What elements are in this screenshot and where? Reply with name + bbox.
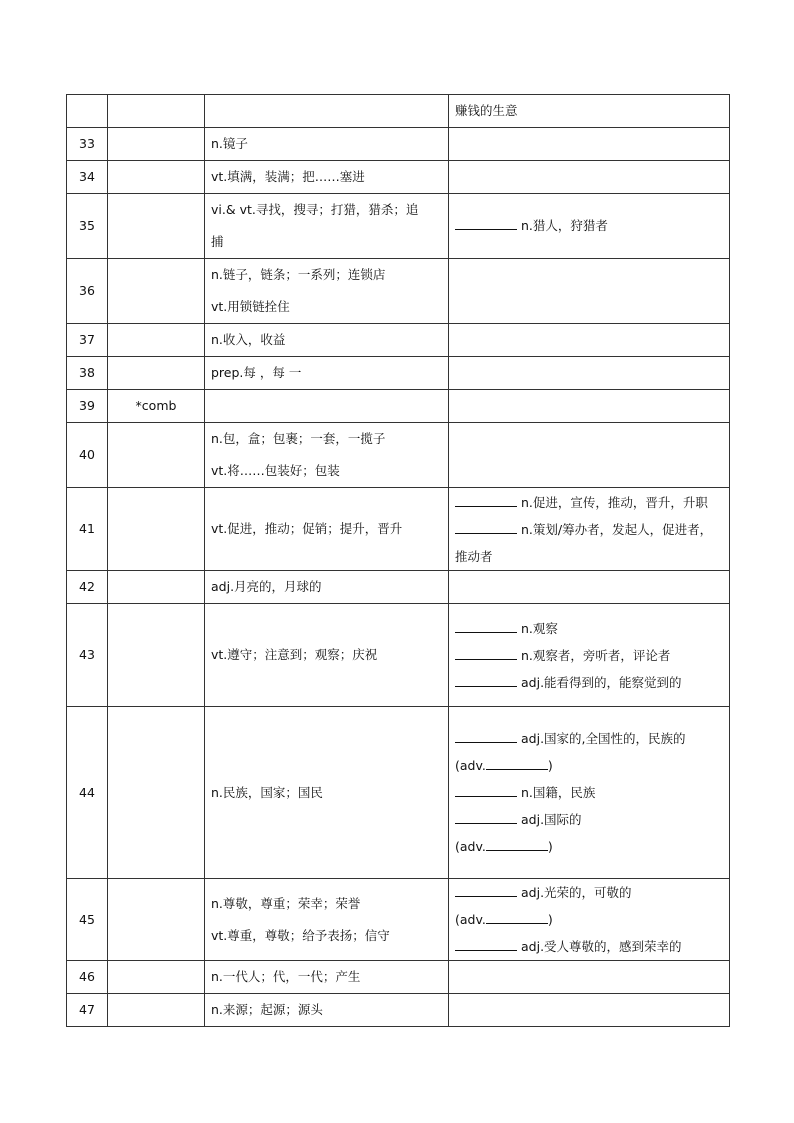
- fill-in-blank[interactable]: [455, 795, 517, 797]
- derived-line: [455, 489, 723, 516]
- derived-cell: [449, 488, 730, 571]
- word-cell: [108, 879, 205, 961]
- fill-in-blank[interactable]: [455, 228, 517, 230]
- derived-cell: [449, 194, 730, 259]
- derived-cell: [449, 423, 730, 488]
- table-row: [67, 95, 730, 128]
- table-row: [67, 604, 730, 707]
- table-row: [67, 571, 730, 604]
- vocabulary-table-body: [67, 95, 730, 1027]
- meaning-line: prep.每 ，每 一: [211, 365, 302, 380]
- meaning-line: vt.填满，装满；把……塞进: [211, 169, 365, 184]
- word-cell: *comb: [108, 390, 205, 423]
- table-row: [67, 707, 730, 879]
- meaning-line: vi.& vt.寻找，搜寻；打猎，猎杀；追: [211, 202, 419, 217]
- meaning-cell: [205, 994, 449, 1027]
- table-row: [67, 390, 730, 423]
- derived-cell: [449, 961, 730, 994]
- row-number: 37: [67, 324, 108, 357]
- fill-in-blank[interactable]: [455, 658, 517, 660]
- meaning-line: n.一代人；代，一代；产生: [211, 969, 361, 984]
- word-cell: [108, 707, 205, 879]
- row-number: 44: [67, 707, 108, 879]
- meaning-line: vt.将……包装好；包装: [211, 463, 340, 478]
- meaning-cell: [205, 604, 449, 707]
- derived-cell: [449, 95, 730, 128]
- meaning-cell: [205, 194, 449, 259]
- meaning-cell: [205, 488, 449, 571]
- meaning-cell: [205, 259, 449, 324]
- derived-cell: [449, 994, 730, 1027]
- meaning-line: 捕: [211, 234, 224, 249]
- derived-text: adj.受人尊敬的，感到荣幸的: [521, 939, 682, 954]
- word-cell: [108, 259, 205, 324]
- derived-line: [455, 210, 723, 242]
- row-number: 39: [67, 390, 108, 423]
- meaning-cell: [205, 128, 449, 161]
- meaning-line: n.镜子: [211, 136, 248, 151]
- table-row: [67, 357, 730, 390]
- derived-cell: [449, 357, 730, 390]
- word-cell: [108, 994, 205, 1027]
- derived-text: n.策划/筹办者，发起人，促进者，: [521, 521, 713, 537]
- row-number: 41: [67, 488, 108, 571]
- closing-paren: ): [547, 839, 553, 854]
- row-number: 47: [67, 994, 108, 1027]
- derived-cell: [449, 259, 730, 324]
- word-cell: [108, 357, 205, 390]
- meaning-line: adj.月亮的，月球的: [211, 579, 322, 594]
- closing-paren: ): [547, 758, 553, 773]
- word-cell: [108, 194, 205, 259]
- derived-text: (adv.: [455, 839, 486, 854]
- meaning-line: n.民族，国家；国民: [211, 784, 323, 800]
- fill-in-blank[interactable]: [455, 741, 517, 743]
- derived-text: 推动者: [455, 548, 493, 564]
- word-cell: [108, 95, 205, 128]
- row-number: 35: [67, 194, 108, 259]
- word-cell: [108, 423, 205, 488]
- fill-in-blank[interactable]: [486, 768, 548, 770]
- derived-cell: [449, 324, 730, 357]
- meaning-cell: [205, 357, 449, 390]
- table-row: [67, 128, 730, 161]
- row-number: 33: [67, 128, 108, 161]
- table-row: [67, 961, 730, 994]
- derived-line: [455, 516, 723, 543]
- meaning-cell: [205, 879, 449, 961]
- vocabulary-table: [66, 94, 730, 1027]
- derived-cell: [449, 161, 730, 194]
- derived-line: [455, 806, 723, 833]
- row-number: 45: [67, 879, 108, 961]
- derived-cell: [449, 571, 730, 604]
- word-cell: [108, 128, 205, 161]
- derived-line: [455, 725, 723, 752]
- derived-line: [455, 543, 723, 570]
- table-row: [67, 488, 730, 571]
- meaning-cell: [205, 571, 449, 604]
- derived-line: [455, 642, 723, 669]
- row-number: [67, 95, 108, 128]
- derived-text: 赚钱的生意: [455, 103, 518, 118]
- row-number: 40: [67, 423, 108, 488]
- derived-text: n.促进，宣传，推动，晋升，升职: [521, 494, 708, 510]
- derived-text: adj.能看得到的，能察觉到的: [521, 674, 682, 690]
- derived-line: [455, 879, 723, 906]
- derived-line: [455, 95, 723, 127]
- meaning-cell: [205, 324, 449, 357]
- fill-in-blank[interactable]: [455, 631, 517, 633]
- meaning-line: n.尊敬，尊重；荣幸；荣誉: [211, 895, 361, 911]
- table-row: [67, 994, 730, 1027]
- meaning-line: n.收入，收益: [211, 332, 286, 347]
- derived-text: n.国籍，民族: [521, 785, 596, 800]
- fill-in-blank[interactable]: [455, 949, 517, 951]
- meaning-cell: [205, 161, 449, 194]
- word-cell: [108, 571, 205, 604]
- derived-line: [455, 833, 723, 860]
- table-row: [67, 879, 730, 961]
- fill-in-blank[interactable]: [455, 822, 517, 824]
- word-cell: [108, 604, 205, 707]
- table-row: [67, 194, 730, 259]
- derived-cell: [449, 128, 730, 161]
- fill-in-blank[interactable]: [455, 685, 517, 687]
- meaning-cell: [205, 390, 449, 423]
- table-row: [67, 324, 730, 357]
- row-number: 43: [67, 604, 108, 707]
- row-number: 46: [67, 961, 108, 994]
- word-cell: [108, 961, 205, 994]
- closing-paren: ): [547, 912, 553, 927]
- derived-cell: [449, 604, 730, 707]
- derived-text: (adv.: [455, 758, 486, 773]
- meaning-cell: [205, 95, 449, 128]
- fill-in-blank[interactable]: [455, 505, 517, 507]
- fill-in-blank[interactable]: [455, 532, 517, 534]
- derived-text: adj.国家的,全国性的，民族的: [521, 731, 686, 746]
- table-row: [67, 259, 730, 324]
- word-cell: [108, 488, 205, 571]
- derived-text: adj.国际的: [521, 812, 582, 827]
- derived-line: [455, 615, 723, 642]
- meaning-line: n.来源；起源；源头: [211, 1002, 323, 1017]
- derived-cell: [449, 390, 730, 423]
- meaning-line: vt.遵守；注意到；观察；庆祝: [211, 647, 378, 662]
- derived-line: [455, 933, 723, 960]
- derived-cell: [449, 707, 730, 879]
- word-cell: [108, 161, 205, 194]
- word-cell: [108, 324, 205, 357]
- meaning-cell: [205, 707, 449, 879]
- row-number: 34: [67, 161, 108, 194]
- derived-text: n.猎人，狩猎者: [521, 218, 608, 233]
- table-row: [67, 161, 730, 194]
- meaning-cell: [205, 961, 449, 994]
- meaning-line: n.链子，链条；一系列；连锁店: [211, 267, 386, 282]
- meaning-line: vt.用锁链拴住: [211, 299, 290, 314]
- derived-cell: [449, 879, 730, 961]
- meaning-line: vt.尊重，尊敬；给予表扬；信守: [211, 927, 390, 943]
- derived-text: (adv.: [455, 912, 486, 927]
- fill-in-blank[interactable]: [486, 849, 548, 851]
- fill-in-blank[interactable]: [455, 895, 517, 897]
- derived-text: n.观察者，旁听者，评论者: [521, 647, 671, 663]
- derived-line: [455, 906, 723, 933]
- row-number: 42: [67, 571, 108, 604]
- meaning-cell: [205, 423, 449, 488]
- derived-line: [455, 779, 723, 806]
- meaning-line: vt.促进，推动；促销；提升，晋升: [211, 521, 403, 536]
- meaning-line: n.包，盒；包裹；一套，一揽子: [211, 431, 386, 446]
- derived-line: [455, 752, 723, 779]
- derived-text: adj.光荣的，可敬的: [521, 885, 632, 900]
- derived-line: [455, 669, 723, 696]
- fill-in-blank[interactable]: [486, 922, 548, 924]
- derived-text: n.观察: [521, 620, 558, 636]
- row-number: 36: [67, 259, 108, 324]
- row-number: 38: [67, 357, 108, 390]
- table-row: [67, 423, 730, 488]
